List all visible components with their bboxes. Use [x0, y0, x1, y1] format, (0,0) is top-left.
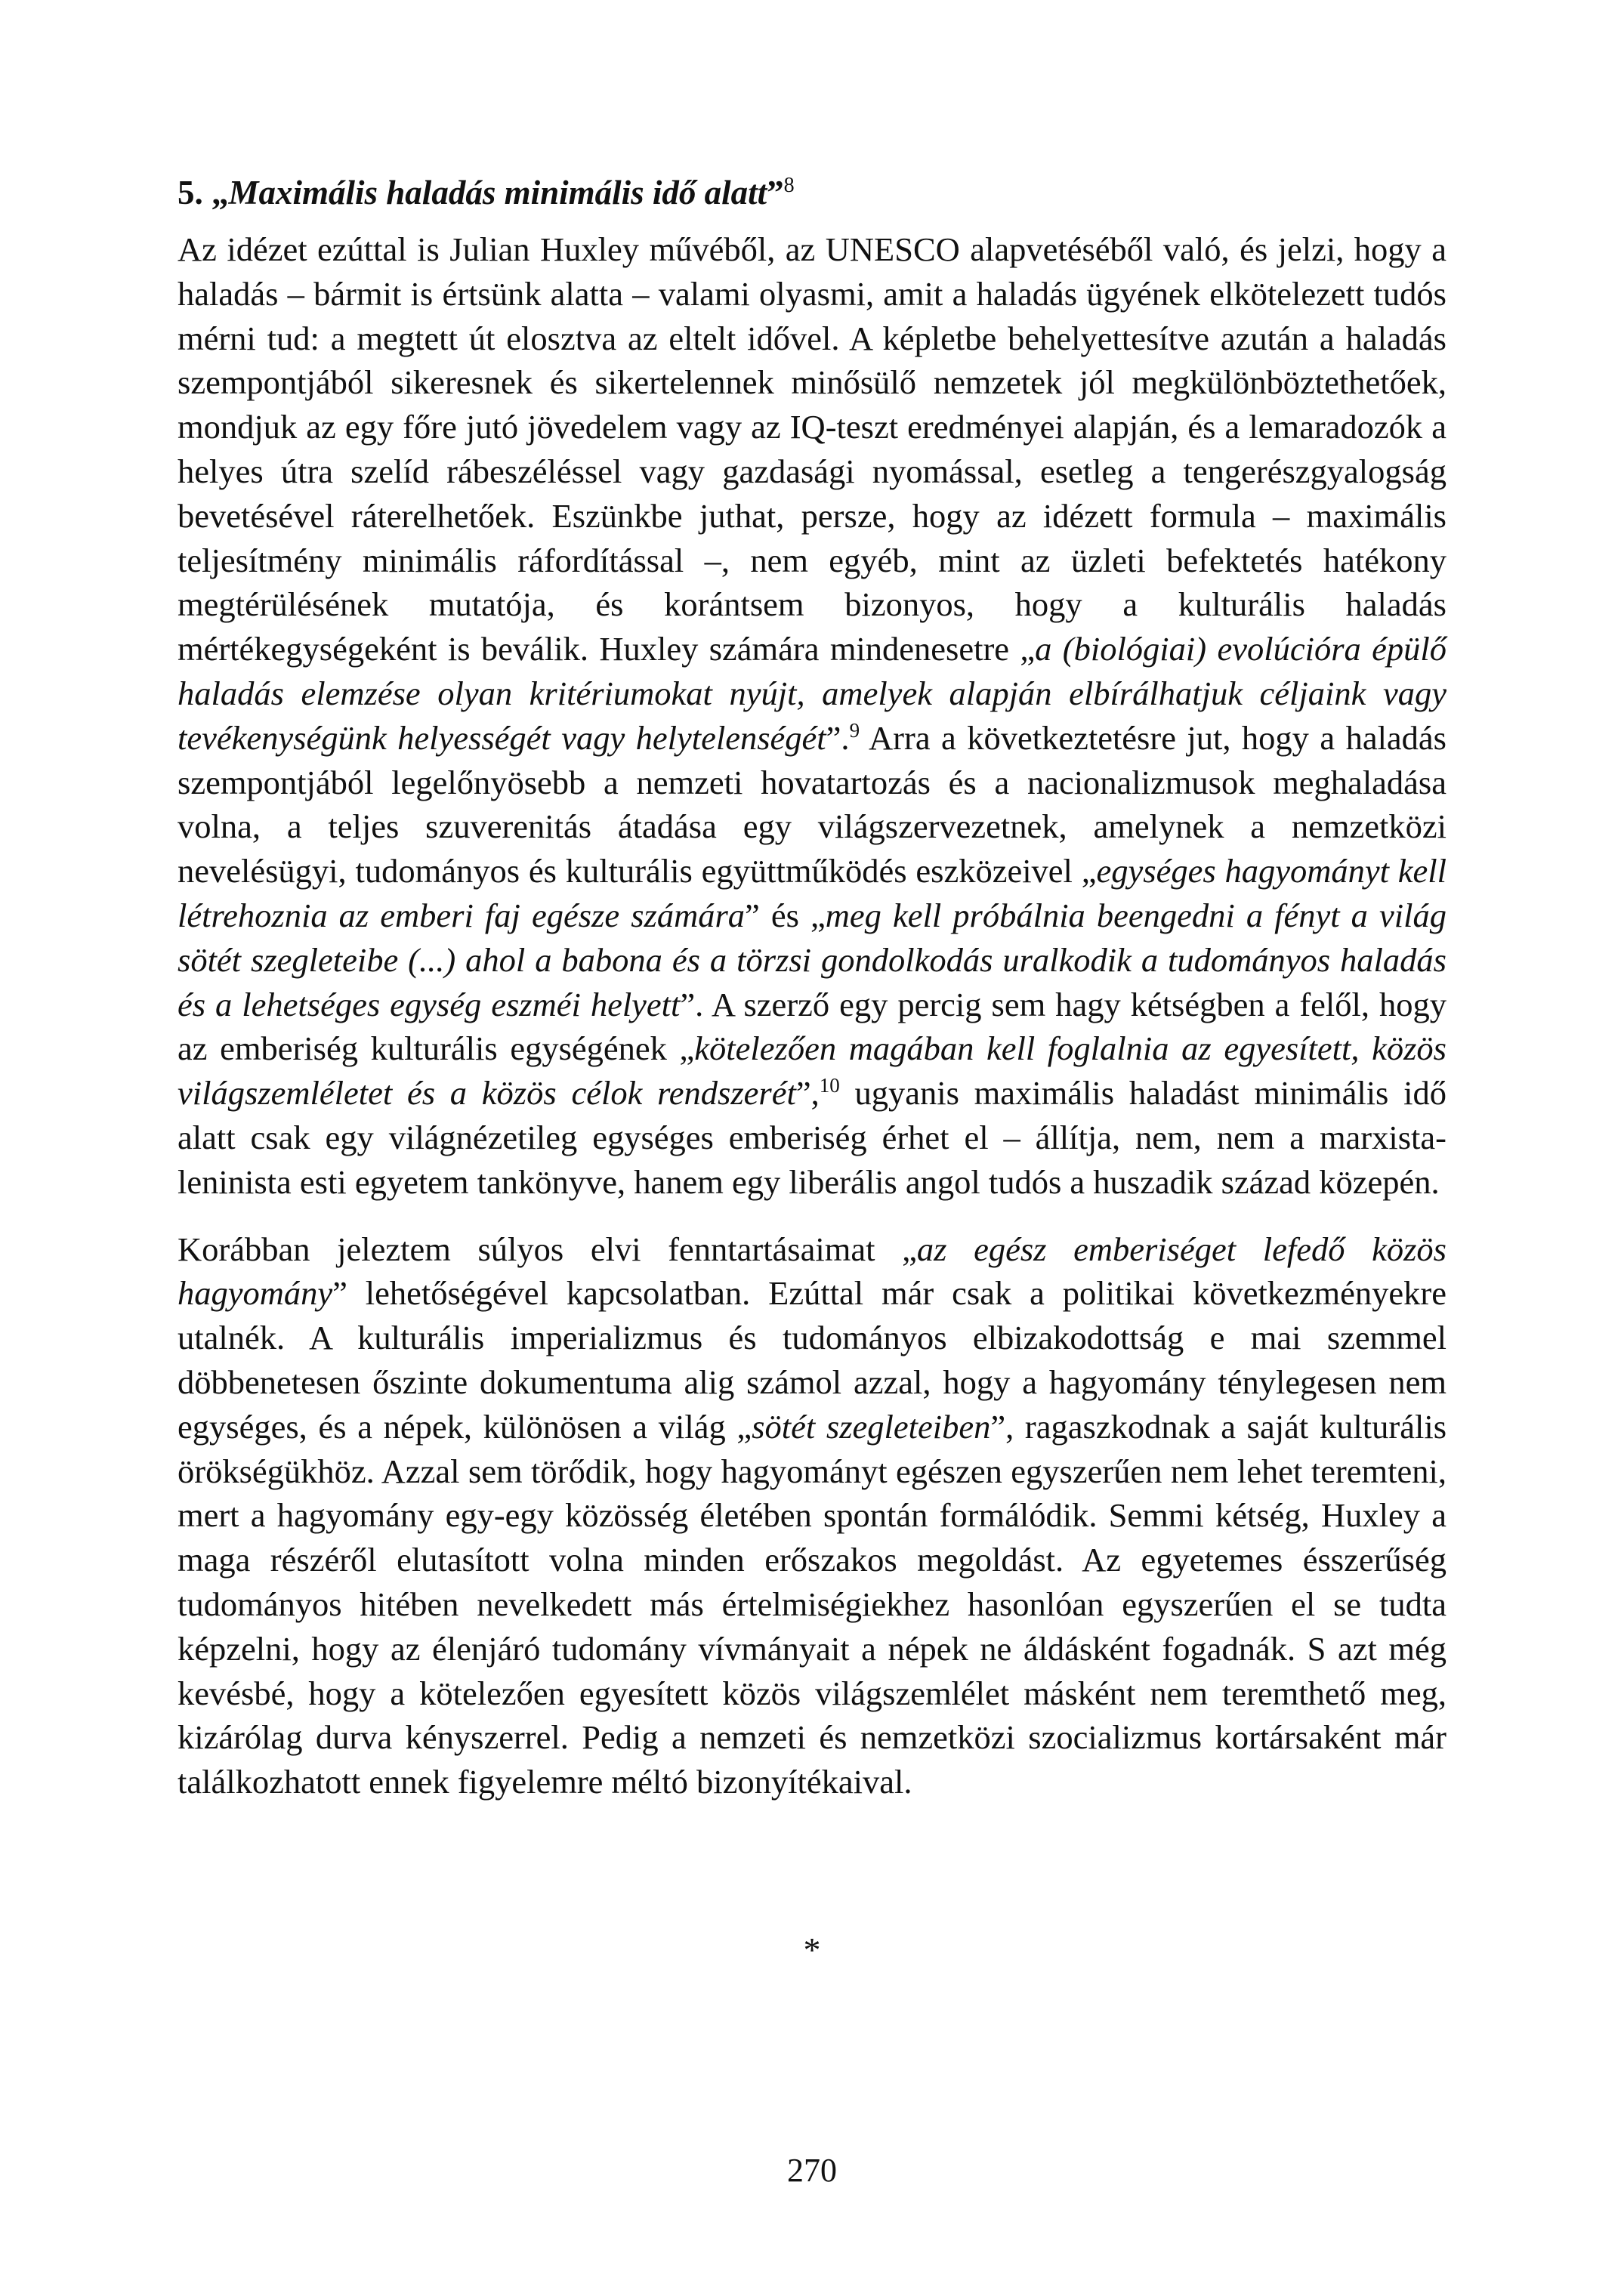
- text-run: ”.: [826, 718, 850, 757]
- paragraph-1: [178, 227, 1446, 1205]
- page-number: 270: [787, 2152, 837, 2189]
- quote-italic: az egész emberiséget lefedő közös hagyomány: [178, 1230, 1446, 1313]
- text-run: ”, ragaszkodnak a saját kulturális örökségükhöz. Azzal sem törődik, hogy hagyományt egészen egyszerűen nem lehet teremteni, mert a hagyomány egy-egy közösség életében spontán formálódik. Semmi kétség, Huxley a maga részéről elutasított volna minden erőszakos megoldást. Az egyetemes ésszerűség tudományos hitében nevelkedett más értelmiségiekhez hasonlóan egyszerűen el se tudta képzelni, hogy az élenjáró tudomány vívmányait a népek ne áldásként fogadnák. S azt még kevésbé, hogy a kötelezően egyesített közös világszemlélet másként nem teremthető meg, kizárólag durva kényszerrel. Pedig a nemzeti és nemzetközi szocializmus kortársaként már találkozhatott ennek figyelemre méltó bizonyítékaival.: [178, 1407, 1447, 1801]
- quote-italic: sötét szegleteiben: [752, 1407, 991, 1446]
- page-content: [178, 170, 1446, 1804]
- quote-italic: a (biológiai) evolúcióra épülő haladás elemzése olyan kritériumokat nyújt, amelyek alapján elbírálhatjuk céljaink vagy tevékenységünk helyességét vagy helytelenségét: [178, 630, 1446, 757]
- text-run: ” és „: [745, 896, 826, 934]
- text-run: Arra a következtetésre jut, hogy a haladás szempontjából legelőnyösebb a nemzeti hovatartozás és a nacionalizmusok meghaladása volna, a teljes szuverenitás átadása egy világszervezetnek, amelynek a nemzetközi nevelésügyi, tudományos és kulturális együttműködés eszközeivel „: [178, 718, 1447, 890]
- text-run: ugyanis maximális haladást minimális idő alatt csak egy világnézetileg egységes emberiség érhet el – állítja, nem, nem a marxista-leninista esti egyetem tankönyve, hanem egy liberális angol tudós a huszadik század közepén.: [178, 1074, 1446, 1201]
- text-run: ” lehetőségével kapcsolatban. Ezúttal már csak a politikai következményekre utalnék. A kulturális imperializmus és tudományos elbizakodottság e mai szemmel döbbenetesen őszinte dokumentuma alig számol azzal, hogy a hagyomány ténylegesen nem egységes, és a népek, különösen a világ „: [178, 1274, 1446, 1446]
- text-run: ”. A szerző egy percig sem hagy kétségben a felől, hogy az emberiség kulturális egységének „: [178, 985, 1446, 1068]
- footnote-ref-8: 8: [783, 174, 795, 197]
- footnote-ref-10: 10: [819, 1074, 840, 1097]
- text-run: Korábban jeleztem súlyos elvi fenntartásaimat „: [178, 1230, 917, 1268]
- section-title: Maximális haladás minimális idő alatt: [228, 174, 767, 211]
- quote-italic: egységes hagyományt kell létrehoznia az emberi faj egésze számára: [178, 852, 1447, 934]
- heading-close-quote: ”: [767, 174, 784, 211]
- text-run: ”,: [795, 1074, 820, 1113]
- quote-italic: kötelezően magában kell foglalnia az egyesített, közös világszemléletet és a közös célok rendszerét: [178, 1029, 1446, 1113]
- footnote-ref-9: 9: [849, 718, 860, 742]
- paragraph-2: [178, 1227, 1446, 1804]
- section-heading: [178, 170, 1446, 215]
- text-run: Az idézet ezúttal is Julian Huxley művéből, az UNESCO alapvetéséből való, és jelzi, hogy a haladás – bármit is értsünk alatta – valami olyasmi, amit a haladás ügyének elkötelezett tudós mérni tud: a megtett út elosztva az eltelt idővel. A képletbe behelyettesítve azután a haladás szempontjából sikeresnek és sikertelennek minősülő nemzetek jól megkülönböztethetőek, mondjuk az egy főre jutó jövedelem vagy az IQ-teszt eredményei alapján, és a lemaradozók a helyes útra szelíd rábeszéléssel vagy gazdasági nyomással, esetleg a tengerészgyalogság bevetésével ráterelhetőek. Eszünkbe juthat, persze, hogy az idézett formula – maximális teljesítmény minimális ráfordítással –, nem egyéb, mint az üzleti befektetés hatékony megtérülésének mutatója, és korántsem bizonyos, hogy a kulturális haladás mértékegységeként is beválik. Huxley számára mindenesetre „: [178, 230, 1446, 668]
- quote-italic: meg kell próbálnia beengedni a fényt a világ sötét szegleteibe (...) ahol a babona és a törzsi gondolkodás uralkodik a tudományos haladás és a lehetséges egység eszméi helyett: [178, 896, 1446, 1023]
- section-number: 5.: [178, 174, 203, 211]
- heading-open-quote: „: [211, 174, 229, 211]
- section-separator: *: [803, 1930, 821, 1969]
